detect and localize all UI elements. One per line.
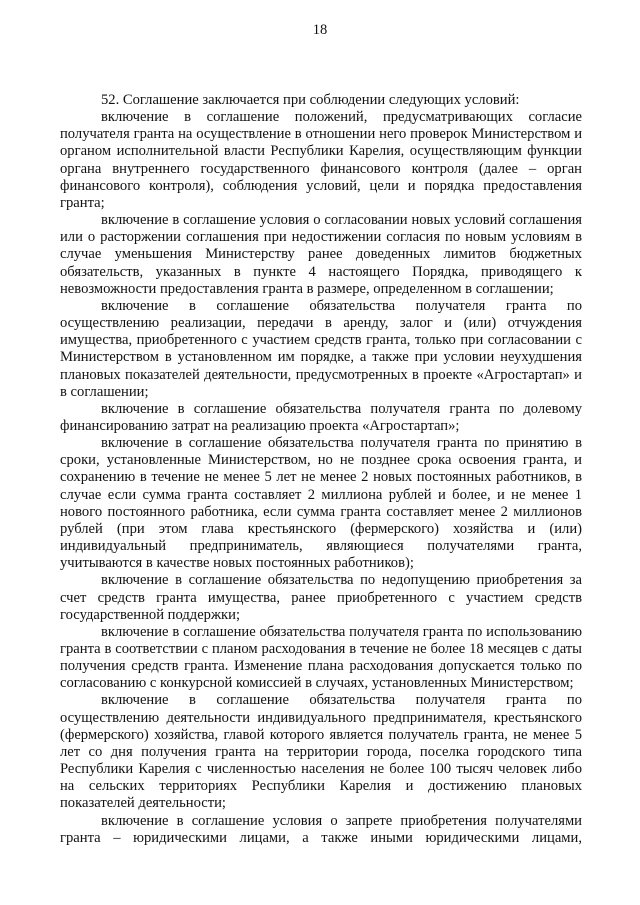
paragraph-property-disposal: включение в соглашение обязательства получателя гранта по осуществлению реализации, передачи в аренду, залог и (или) отчуждения имущества, приобретенного с участием средств гранта, только при согласовании с Министерством в установленном им порядке, а также при условии неухудшения плановых показателей деятельности, предусмотренных в проекте «Агростартап» и в соглашении; bbox=[60, 297, 582, 400]
paragraph-co-financing: включение в соглашение обязательства получателя гранта по долевому финансированию затрат на реализацию проекта «Агростартап»; bbox=[60, 400, 582, 434]
paragraph-activity-period: включение в соглашение обязательства получателя гранта по осуществлению деятельности индивидуального предпринимателя, крестьянского (фермерского) хозяйства, главой которого является получатель гранта, не менее 5 лет со дня получения гранта на территории города, поселка городского типа Республики Карелия с численностью населения не более 100 тысяч человек либо на сельских территориях Республики Карелия и достижению плановых показателей деятельности; bbox=[60, 692, 582, 812]
document-body bbox=[60, 92, 582, 847]
paragraph-inspection-consent: включение в соглашение положений, предусматривающих согласие получателя гранта на осуществление в отношении него проверок Министерством и органом исполнительной власти Республики Карелия, осуществляющим функции органа внутреннего государственного финансового контроля (далее – орган финансового контроля), соблюдения условий, цели и порядка предоставления гранта; bbox=[60, 109, 582, 211]
paragraph-spending-plan: включение в соглашение обязательства получателя гранта по использованию гранта в соответствии с планом расходования в течение не более 18 месяцев с даты получения средств гранта. Изменение плана расходования допускается только по согласованию с конкурсной комиссией в случаях, установленных Министерством; bbox=[60, 623, 582, 692]
paragraph-no-prior-property: включение в соглашение обязательства по недопущению приобретения за счет средств гранта имущества, ранее приобретенного с участием средств государственной поддержки; bbox=[60, 572, 582, 623]
paragraph-new-employees: включение в соглашение обязательства получателя гранта по принятию в сроки, установленные Министерством, но не позднее срока освоения гранта, и сохранению в течение не менее 5 лет не менее 2 новых постоянных работников, в случае если сумма гранта составляет 2 миллиона рублей и более, и не менее 1 нового постоянного работника, если сумма гранта составляет менее 2 миллионов рублей (при этом глава крестьянского (фермерского) хозяйства и (или) индивидуальный предприниматель, являющиеся получателями гранта, учитываются в качестве новых постоянных работников); bbox=[60, 435, 582, 572]
paragraph-new-conditions: включение в соглашение условия о согласовании новых условий соглашения или о расторжении соглашения при недостижении согласия по новым условиям в случае уменьшения Министерству ранее доведенных лимитов бюджетных обязательств, указанных в пункте 4 настоящего Порядка, приводящего к невозможности предоставления гранта в размере, определенном в соглашении; bbox=[60, 212, 582, 297]
paragraph-acquisition-ban: включение в соглашение условия о запрете приобретения получателями гранта – юридическими лицами, а также иными юридическими лицами, bbox=[60, 812, 582, 846]
paragraph-clause-52: 52. Соглашение заключается при соблюдении следующих условий: bbox=[101, 92, 520, 108]
page-number: 18 bbox=[312, 22, 328, 38]
